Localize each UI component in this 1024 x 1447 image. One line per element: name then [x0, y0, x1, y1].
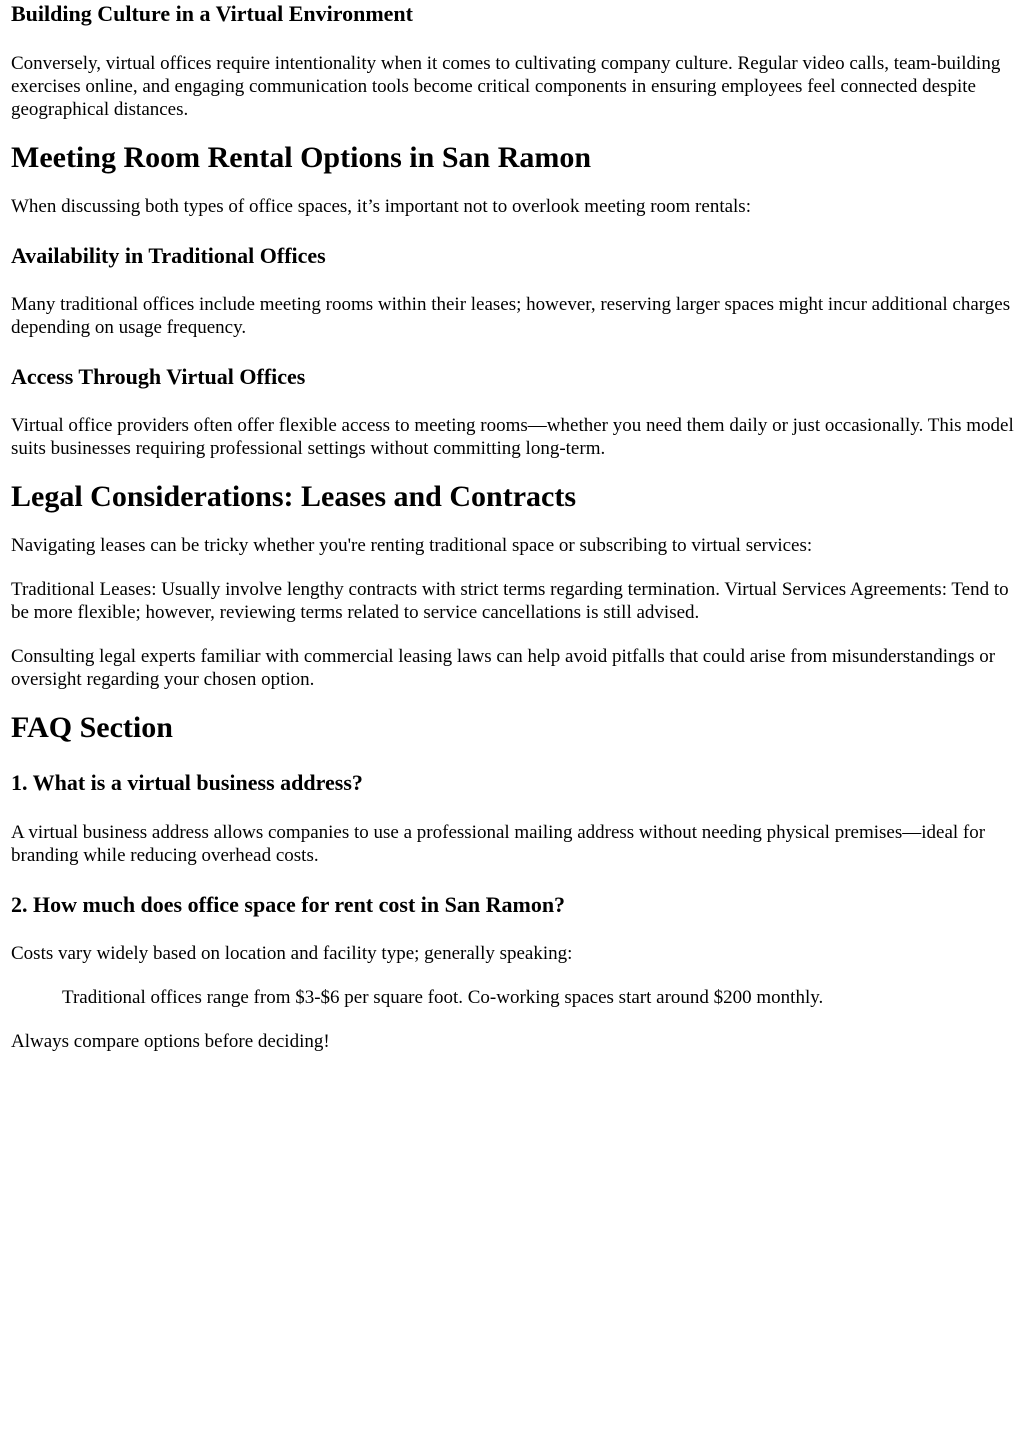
paragraph-building-culture: Conversely, virtual offices require intentionality when it comes to cultivating company culture. Regular video calls, team-building exercises online, and engaging communication tools become critical components in ensuring employees feel connected despite geographical distances. [11, 53, 1001, 120]
heading-faq-section: FAQ Section [11, 711, 173, 744]
heading-meeting-room-options: Meeting Room Rental Options in San Ramon [11, 141, 592, 174]
paragraph-virtual-access: Virtual office providers often offer flexible access to meeting rooms—whether you need them daily or just occasionally. This model suits businesses requiring professional settings without committing long-term. [11, 415, 1014, 459]
paragraph-traditional-availability: Many traditional offices include meeting rooms within their leases; however, reserving larger spaces might incur additional charges depending on usage frequency. [11, 294, 1011, 338]
heading-legal-considerations: Legal Considerations: Leases and Contracts [11, 480, 577, 513]
paragraph-legal-advice: Consulting legal experts familiar with commercial leasing laws can help avoid pitfalls that could arise from misunderstandings or oversight regarding your chosen option. [11, 646, 996, 690]
faq-answer-virtual-address: A virtual business address allows companies to use a professional mailing address without needing physical premises—ideal for branding while reducing overhead costs. [11, 822, 986, 866]
heading-virtual-access: Access Through Virtual Offices [11, 364, 306, 389]
heading-building-culture: Building Culture in a Virtual Environment [11, 1, 413, 26]
faq-answer-closing: Always compare options before deciding! [11, 1031, 330, 1052]
faq-question-rent-cost: 2. How much does office space for rent cost in San Ramon? [11, 892, 566, 917]
faq-answer-rent-cost-intro: Costs vary widely based on location and facility type; generally speaking: [11, 943, 573, 964]
paragraph-meeting-room-intro: When discussing both types of office spaces, it’s important not to overlook meeting room rentals: [11, 196, 751, 217]
document-page [0, 1, 1024, 1053]
heading-traditional-availability: Availability in Traditional Offices [11, 243, 326, 268]
faq-question-virtual-address: 1. What is a virtual business address? [11, 770, 363, 795]
faq-answer-rent-cost-ranges: Traditional offices range from $3-$6 per square foot. Co-working spaces start around $200 monthly. [62, 987, 824, 1008]
paragraph-legal-intro: Navigating leases can be tricky whether you're renting traditional space or subscribing to virtual services: [11, 535, 813, 556]
paragraph-lease-types: Traditional Leases: Usually involve lengthy contracts with strict terms regarding termination. Virtual Services Agreements: Tend to be more flexible; however, reviewing terms related to service cancellations is still advised. [11, 579, 1009, 623]
